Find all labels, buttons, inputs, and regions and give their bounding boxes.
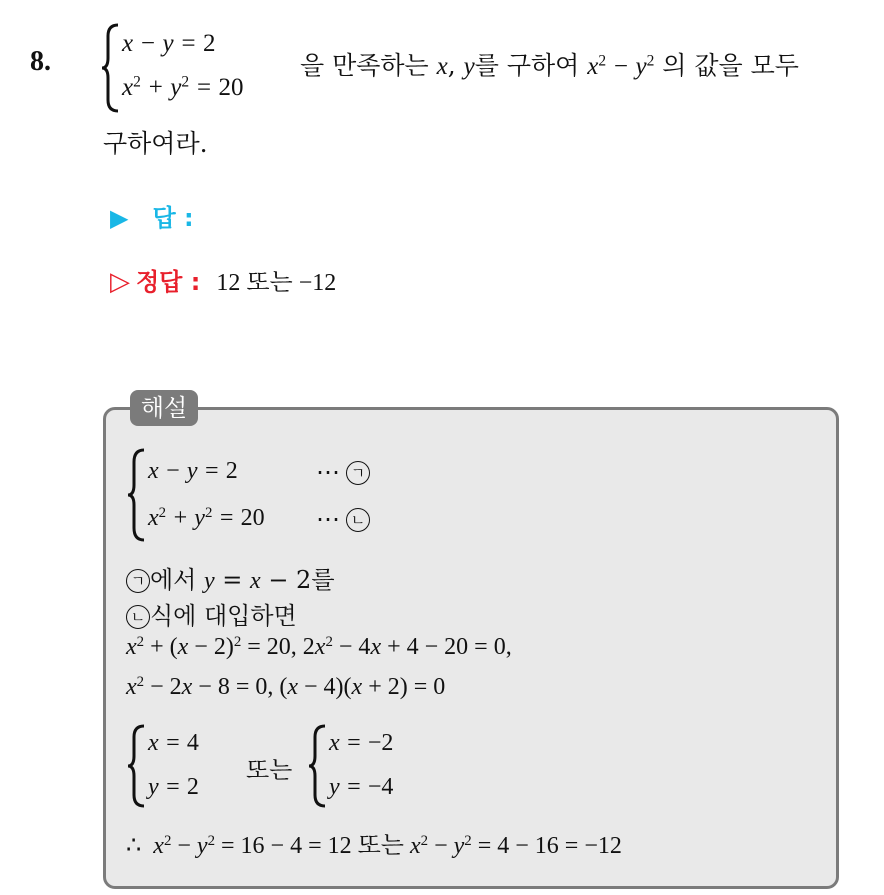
answer-row <box>110 198 194 233</box>
correct-answer-label: 정답 : <box>136 268 201 296</box>
case2-brace-icon <box>307 723 329 809</box>
system-equation-1: x − y = 2 <box>122 30 216 57</box>
correct-answer-row <box>110 262 336 297</box>
question-number: 8. <box>30 46 51 77</box>
correct-answer-value: 12 또는 −12 <box>216 270 337 296</box>
question-text-line2: 구하여라. <box>103 129 208 158</box>
solution-line-4: $x^2 - 2x - 8 = 0$, (x − 4)(x + 2) = 0 <box>126 673 446 700</box>
case1-y: y = 2 <box>148 774 199 800</box>
case2-y: y = −4 <box>329 774 394 800</box>
solution-line-1: ㄱ 에서 y = x − 2를 <box>126 560 335 595</box>
play-arrow-icon: ▶ <box>110 204 129 232</box>
solution-eq-2: $x^2 + y^2 = 20$ <box>148 504 265 531</box>
case1-brace-icon <box>126 723 148 809</box>
solution-line-2: ㄴ 식에 대입하면 <box>126 596 297 631</box>
system-brace-icon <box>100 22 122 114</box>
solution-eq-1: x − y = 2 <box>148 458 238 484</box>
solution-eq-2-mark: ⋯ ㄴ <box>316 505 370 534</box>
case1-x: x = 4 <box>148 730 199 756</box>
solution-conclusion: ∴ $x^2 - y^2 = 16 - 4 = 12$ 또는 $x^2 - y^2 = 4 - 16 = -12$ <box>126 831 622 859</box>
or-text: 또는 <box>246 756 293 784</box>
solution-tag: 해설 <box>130 390 198 426</box>
solution-brace-icon <box>126 447 148 543</box>
outline-arrow-icon: ▷ <box>110 267 130 297</box>
answer-label: 답 : <box>152 204 194 232</box>
case2-x: x = −2 <box>329 730 394 756</box>
system-equation-2: $x^2 + y^2 = 20$ <box>122 73 244 101</box>
question-text: 을 만족하는 x, y를 구하여 $x^2 - y^2$ 의 값을 모두 <box>300 51 799 80</box>
solution-eq-1-mark: ⋯ ㄱ <box>316 458 370 487</box>
solution-line-3: $x^2 + (x - 2)^2 = 20$, $2x^2 - 4x + 4 - 20 = 0$, <box>126 633 512 660</box>
